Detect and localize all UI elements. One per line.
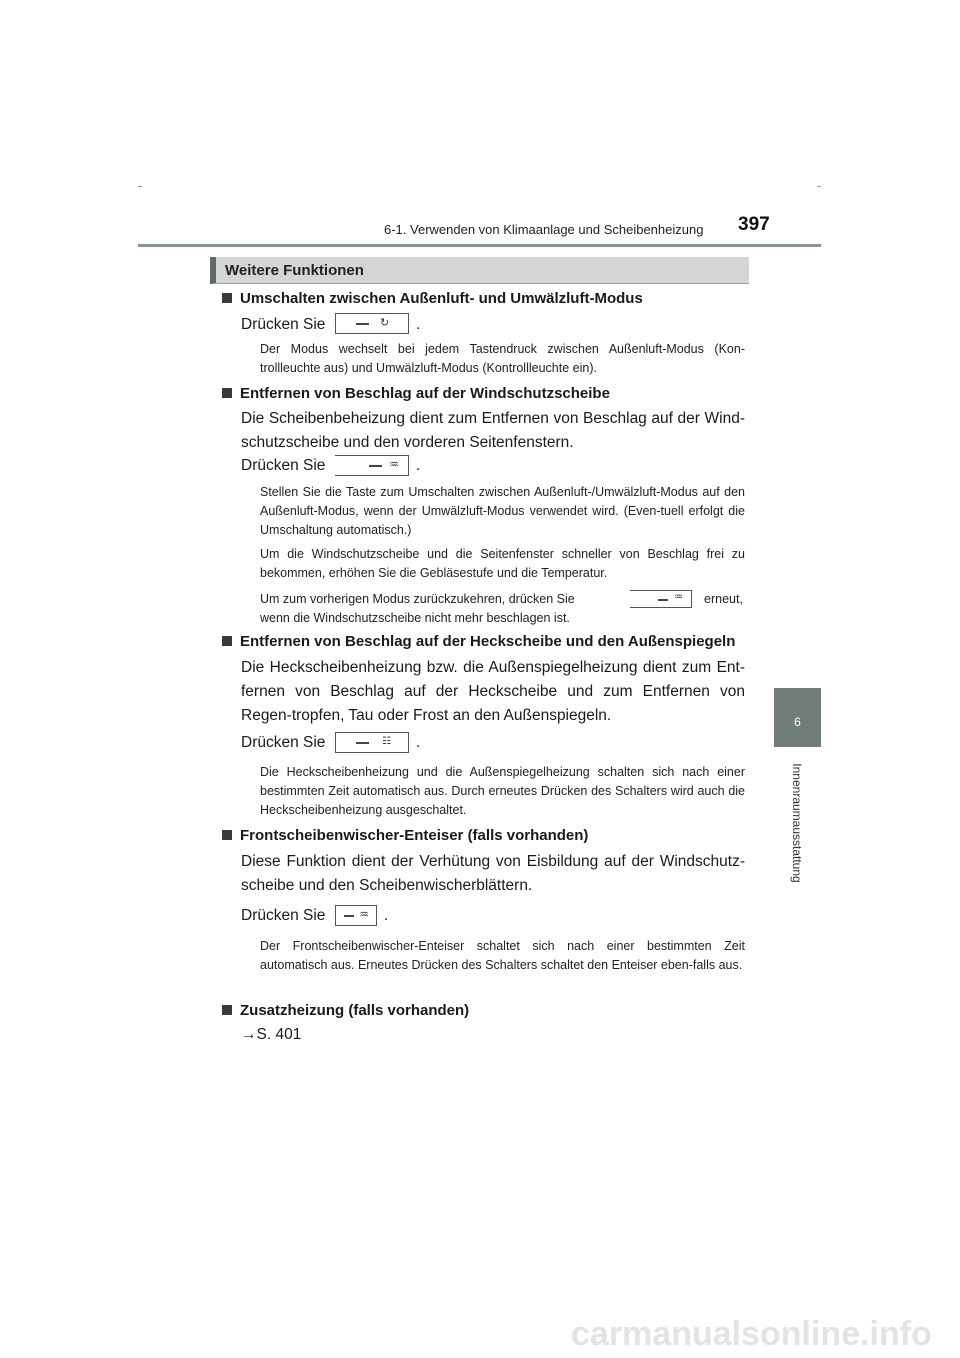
item-description: Die Heckscheibenheizung bzw. die Außenspiegelheizung dient zum Ent-fernen von Beschlag auf der Heckscheibe und zum Entfernen von Regen-tropfen, Tau oder Frost an den Außenspiegeln. bbox=[241, 659, 745, 724]
windshield-defog-icon: ♒ bbox=[674, 592, 683, 603]
indicator-dash-icon bbox=[344, 915, 354, 917]
indicator-dash-icon bbox=[658, 599, 668, 601]
note-text-end: erneut, bbox=[704, 592, 743, 606]
windshield-defog-button bbox=[335, 455, 409, 476]
wiper-deicer-button bbox=[335, 905, 377, 926]
press-end: . bbox=[416, 457, 421, 474]
indicator-dash-icon bbox=[356, 323, 369, 325]
press-instruction: Drücken Sie bbox=[241, 734, 326, 751]
chapter-tab-number: 6 bbox=[794, 715, 801, 729]
crop-mark-right bbox=[817, 186, 821, 187]
note-text: Um die Windschutzscheibe und die Seitenfenster schneller von Beschlag frei zu bekommen, erhöhen Sie die Gebläsestufe und die Temperatur. bbox=[260, 547, 745, 580]
press-instruction: Drücken Sie bbox=[241, 316, 326, 333]
windshield-defog-icon: ♒ bbox=[389, 458, 399, 471]
note-text: Der Frontscheibenwischer-Enteiser schaltet sich nach einer bestimmten Zeit automatisch aus. Erneutes Drücken des Schalters schaltet den Enteiser eben-falls aus. bbox=[260, 939, 745, 972]
note-text: Der Modus wechselt bei jedem Tastendruck zwischen Außenluft-Modus (Kon-trollleuchte aus) und Umwälzluft-Modus (Kontrollleuchte ein). bbox=[260, 342, 745, 375]
rear-defog-button bbox=[335, 732, 409, 753]
page-number: 397 bbox=[738, 214, 770, 235]
press-instruction: Drücken Sie bbox=[241, 907, 326, 924]
item-heading-recirculation: Umschalten zwischen Außenluft- und Umwälzluft-Modus bbox=[222, 290, 745, 307]
square-bullet-icon bbox=[222, 636, 232, 646]
chapter-header: 6-1. Verwenden von Klimaanlage und Scheibenheizung bbox=[384, 222, 704, 237]
note-text: Stellen Sie die Taste zum Umschalten zwischen Außenluft-/Umwälzluft-Modus auf den Außenluft-Modus, wenn der Umwälzluft-Modus verwendet wird. (Even-tuell erfolgt die Umschaltung automatisch.) bbox=[260, 485, 745, 537]
indicator-dash-icon bbox=[369, 465, 382, 467]
page-reference-link[interactable]: →S. 401 bbox=[241, 1026, 302, 1043]
item-heading-rear-defog: Entfernen von Beschlag auf der Heckscheibe und den Außenspiegeln bbox=[222, 633, 745, 650]
square-bullet-icon bbox=[222, 388, 232, 398]
rear-defog-icon: ☷ bbox=[382, 736, 391, 747]
square-bullet-icon bbox=[222, 293, 232, 303]
recirculation-button bbox=[335, 313, 409, 334]
note-text: Um zum vorherigen Modus zurückzukehren, drücken Sie bbox=[260, 592, 575, 606]
press-end: . bbox=[416, 316, 421, 333]
press-end: . bbox=[416, 734, 421, 751]
chapter-tab-label: Innenraumausstattung bbox=[790, 763, 804, 883]
indicator-dash-icon bbox=[356, 742, 369, 744]
windshield-defog-button-inline bbox=[630, 590, 692, 608]
square-bullet-icon bbox=[222, 1005, 232, 1015]
section-title: Weitere Funktionen bbox=[225, 262, 364, 279]
note-text: wenn die Windschutzscheibe nicht mehr beschlagen ist. bbox=[260, 611, 570, 625]
wiper-deicer-icon: ♒ bbox=[359, 908, 369, 921]
recirculation-icon: ↻ bbox=[380, 316, 390, 329]
press-instruction: Drücken Sie bbox=[241, 457, 326, 474]
square-bullet-icon bbox=[222, 830, 232, 840]
item-heading-auxiliary-heater: Zusatzheizung (falls vorhanden) bbox=[222, 1002, 745, 1019]
header-rule bbox=[138, 244, 821, 247]
note-text: Die Heckscheibenheizung und die Außenspiegelheizung schalten sich nach einer bestimmten Zeit automatisch aus. Durch erneutes Drücken des Schalters wird auch die Heckscheibenheizung ausgeschaltet. bbox=[260, 765, 745, 817]
item-heading-windshield-defog: Entfernen von Beschlag auf der Windschutzscheibe bbox=[222, 385, 745, 402]
item-heading-wiper-deicer: Frontscheibenwischer-Enteiser (falls vorhanden) bbox=[222, 827, 745, 844]
item-description: Die Scheibenbeheizung dient zum Entfernen von Beschlag auf der Wind-schutzscheibe und den vorderen Seitenfenstern. bbox=[241, 410, 745, 451]
press-end: . bbox=[384, 907, 389, 924]
item-description: Diese Funktion dient der Verhütung von Eisbildung auf der Windschutz-scheibe und den Scheibenwischerblättern. bbox=[241, 853, 745, 894]
crop-mark-left bbox=[138, 186, 142, 187]
watermark: carmanualsonline.info bbox=[571, 1315, 932, 1353]
